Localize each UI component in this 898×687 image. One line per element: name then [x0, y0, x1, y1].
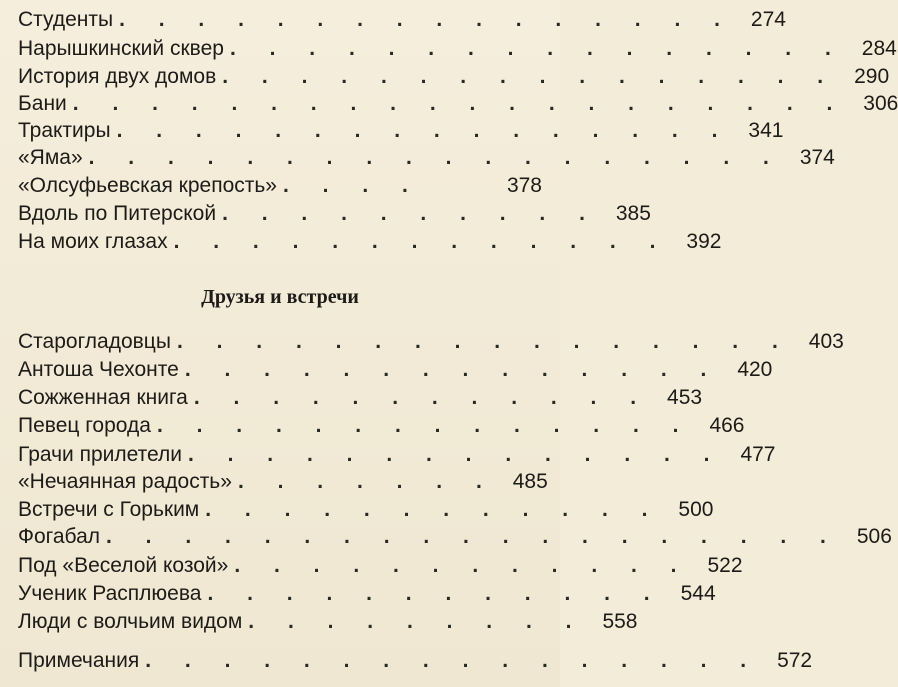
entry-page: 522: [707, 554, 743, 577]
leader-dots: . . . . . . . . . . . . . .: [184, 358, 721, 381]
leader-dots: . . . . . . . . . . . . . . . .: [116, 119, 732, 142]
entry-title: Примечания: [18, 649, 140, 672]
entry-page: 466: [709, 414, 745, 437]
leader-dots: . . . . . . . . . . . . . . . . . . . .: [72, 92, 847, 115]
entry-title: Бани: [18, 92, 67, 115]
entry-title: Певец города: [18, 414, 151, 437]
leader-dots: . . . . . . . . . . . .: [207, 582, 664, 605]
entry-title: Сожженная книга: [18, 386, 188, 409]
entry-page: 374: [799, 146, 835, 169]
leader-dots: . . . . . . . . . .: [222, 202, 599, 225]
toc-entry: [18, 355, 773, 385]
leader-dots: . . . . . . . . . . . . . . . .: [145, 649, 761, 672]
entry-page: 284: [861, 37, 897, 60]
toc-entry: [18, 327, 844, 357]
entry-page: 420: [737, 358, 773, 381]
toc-entry: [18, 5, 786, 35]
entry-page: 403: [808, 330, 844, 353]
entry-title: Грачи прилетели: [18, 443, 182, 466]
leader-dots: . . . . . . . . .: [248, 610, 586, 633]
entry-page: 477: [740, 443, 776, 466]
entry-title: Трактиры: [18, 119, 111, 142]
toc-entry: [18, 411, 745, 441]
toc-entry: [18, 143, 835, 173]
entry-page: 572: [777, 649, 813, 672]
entry-page: 378: [506, 174, 542, 197]
toc-entry: [18, 116, 784, 146]
entry-page: 558: [602, 610, 638, 633]
toc-entry: [18, 551, 743, 581]
leader-dots: . . . . . . . . . . . . . . . .: [119, 8, 734, 31]
leader-dots: . . . . . . . . . . . . . . . . . .: [88, 146, 783, 169]
entry-page: 453: [667, 386, 703, 409]
entry-title: Старогладовцы: [18, 330, 171, 353]
entry-title: Студенты: [18, 8, 114, 31]
entry-page: 392: [686, 230, 722, 253]
entry-page: 485: [512, 470, 548, 493]
entry-title: «Яма»: [18, 146, 83, 169]
toc-entry: [18, 34, 897, 64]
leader-dots: . . . . . . . . . . . . .: [173, 230, 670, 253]
entry-title: Под «Веселой козой»: [18, 554, 229, 577]
leader-dots: . . . . . . . . . . . . . . . . . . .: [106, 525, 840, 548]
entry-title: На моих глазах: [18, 230, 168, 253]
leader-dots: . . . . . . . . . . . .: [205, 498, 662, 521]
section-heading: Друзья и встречи: [201, 286, 359, 308]
leader-dots: . . . . . . . . . . . .: [193, 386, 651, 409]
entry-title: Фогабал: [18, 525, 101, 548]
leader-dots: . . . . . . . . . . . . . .: [156, 414, 693, 437]
leader-dots: . . . . . . . . . . . . . . . .: [176, 330, 792, 353]
toc-entry: [18, 227, 722, 257]
toc-entry: [18, 467, 548, 497]
entry-title: Антоша Чехонте: [18, 358, 179, 381]
entry-page: 274: [750, 8, 786, 31]
entry-page: 385: [615, 202, 651, 225]
entry-page: 544: [680, 582, 716, 605]
entry-page: 341: [748, 119, 784, 142]
toc-entry: [18, 383, 703, 413]
entry-page: 500: [678, 498, 714, 521]
toc-entry: [18, 199, 651, 229]
toc-entry: [18, 62, 890, 92]
entry-title: История двух домов: [18, 65, 217, 88]
entry-page: 290: [854, 65, 890, 88]
leader-dots: . . . . . . . . . . . .: [234, 554, 691, 577]
leader-dots: . . . . . . .: [237, 470, 496, 493]
entry-title: Ученик Расплюева: [18, 582, 202, 605]
leader-dots: . . . . . . . . . . . . . . . .: [229, 37, 845, 60]
toc-entry: [18, 89, 898, 119]
toc-entry: [18, 171, 542, 201]
toc-entry: [18, 522, 892, 552]
toc-entry: [18, 607, 638, 637]
toc-entry: [18, 440, 776, 470]
leader-dots: . . . .: [282, 174, 422, 197]
toc-entry: [18, 579, 716, 609]
entry-title: Встречи с Горьким: [18, 498, 200, 521]
entry-page: 306: [863, 92, 898, 115]
leader-dots: . . . . . . . . . . . . . . . .: [222, 65, 838, 88]
entry-title: Нарышкинский сквер: [18, 37, 224, 60]
toc-entry: [18, 495, 714, 525]
toc-entry-notes: [18, 646, 813, 676]
entry-title: «Олсуфьевская крепость»: [18, 174, 277, 197]
entry-title: Вдоль по Питерской: [18, 202, 217, 225]
entry-title: «Нечаянная радость»: [18, 470, 232, 493]
entry-title: Люди с волчьим видом: [18, 610, 243, 633]
leader-dots: . . . . . . . . . . . . . .: [187, 443, 724, 466]
entry-page: 506: [856, 525, 892, 548]
